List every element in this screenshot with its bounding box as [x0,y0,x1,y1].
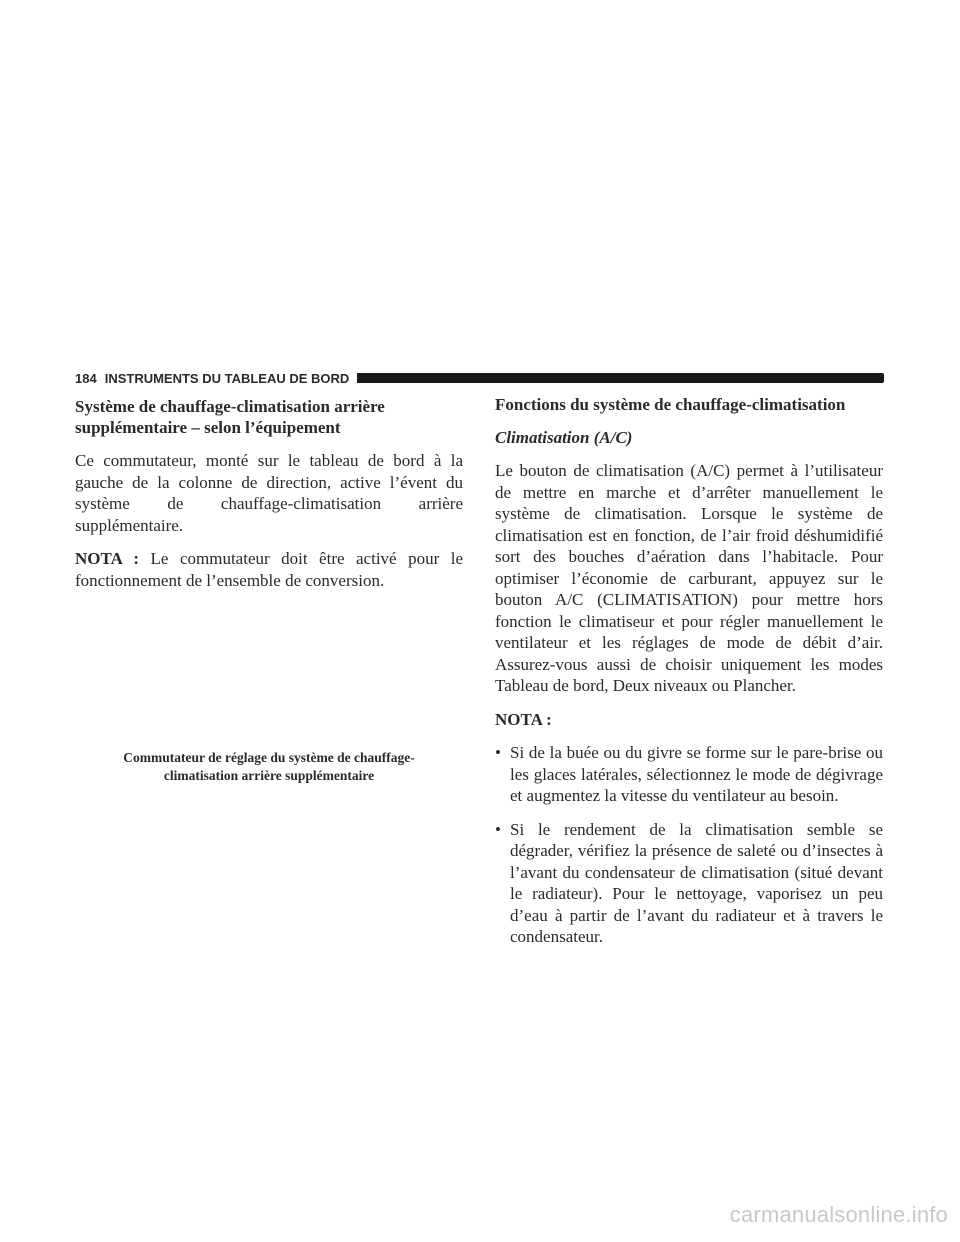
figure-area [75,550,463,730]
caption-line2: climatisation arrière supplémentaire [163,768,375,783]
note-label: NOTA : [75,549,140,568]
bullet-icon: • [495,743,501,762]
bullet-text: Si de la buée ou du givre se forme sur le pare-brise ou les glaces latérales, sélectionnez le mode de dégivrage et augmentez la vitesse du ventilateur au besoin. [510,743,883,805]
bullet-text: Si le rendement de la climatisation semble se dégrader, vérifiez la présence de saleté ou d’insectes à l’avant du condensateur de climatisation (situé devant le radiateur). Pour le nettoyage, vaporisez un peu d’eau à partir de l’avant du radiateur et à travers le condensateur. [510,819,883,946]
caption-line1: Commutateur de réglage du système de chauffage- [123,750,415,765]
rear-hvac-heading-line2: supplémentaire – selon l’équipement [75,418,341,437]
ac-note-label: NOTA : [495,709,552,729]
right-column [495,394,883,960]
note-text: Le commutateur doit être activé pour le fonctionnement de l’ensemble de conversion. [75,549,463,590]
list-item [495,819,883,948]
rear-hvac-paragraph: Ce commutateur, monté sur le tableau de bord à la gauche de la colonne de direction, active l’évent du système de chauffage-climatisation arrière supplémentaire. [75,451,463,535]
bullet-icon: • [495,819,501,839]
page-number: 184 [75,370,97,386]
rear-hvac-heading-line1: Système de chauffage-climatisation arrière [75,397,385,416]
header-rule [357,373,884,383]
note-bullet-list [495,742,883,948]
hvac-functions-heading: Fonctions du système de chauffage-climatisation [495,395,846,414]
figure-caption [75,749,463,785]
ac-subheading: Climatisation (A/C) [495,428,633,447]
list-item [495,742,883,807]
section-title: INSTRUMENTS DU TABLEAU DE BORD [104,370,350,386]
ac-paragraph: Le bouton de climatisation (A/C) permet à l’utilisateur de mettre en marche et d’arrêter manuellement le système de climatisation. Lorsque le système de climatisation est en fonction, de l’air froid déshumidifié sort des bouches d’aération dans l’habitacle. Pour optimiser l’économie de carburant, appuyez sur le bouton A/C (CLIMATISATION) pour mettre hors fonction le climatiseur et pour régler manuellement le ventilateur et les réglages de mode de débit d’air. Assurez-vous aussi de choisir uniquement les modes Tableau de bord, Deux niveaux ou Plancher. [495,461,883,695]
rear-hvac-heading [75,396,463,438]
page-header [75,370,884,386]
watermark: carmanualsonline.info [729,1202,948,1227]
